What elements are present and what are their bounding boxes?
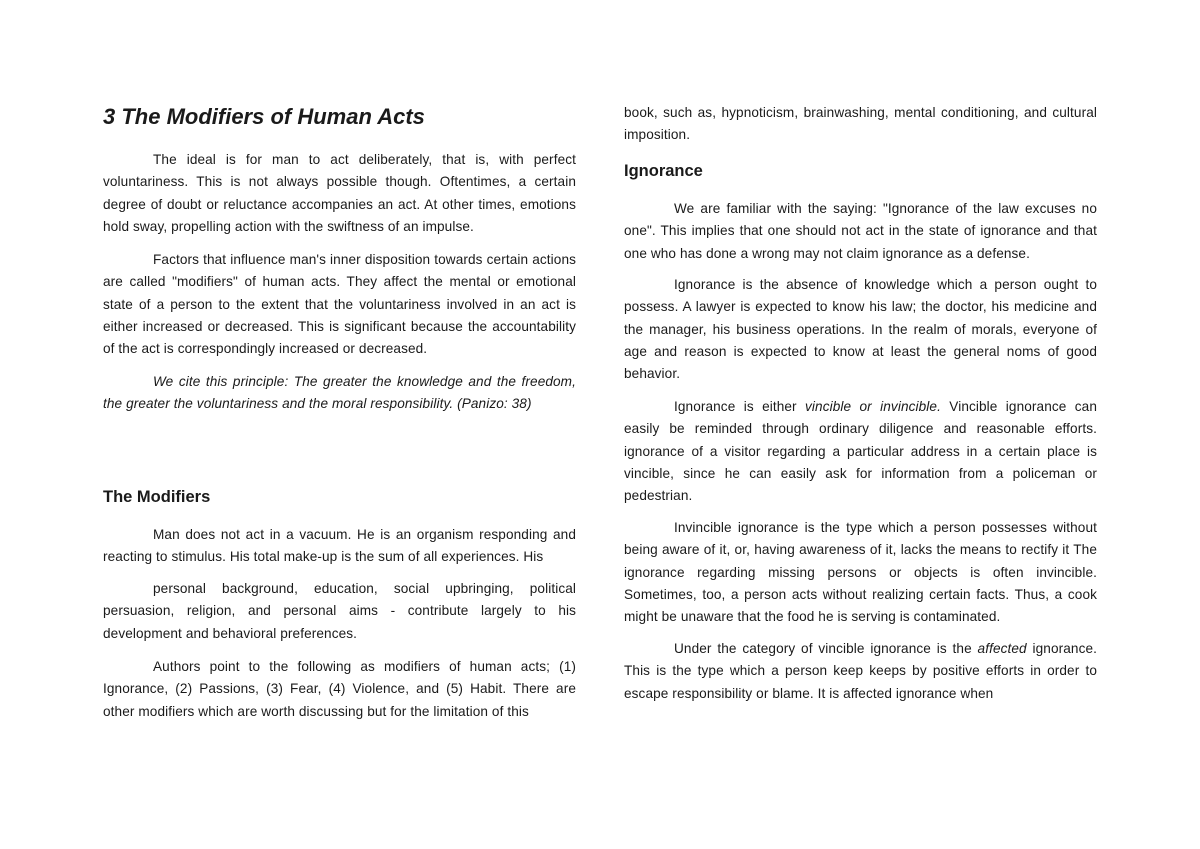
paragraph-vincible-italic: vincible or invincible.	[805, 399, 941, 414]
paragraph-saying: We are familiar with the saying: "Ignorance of the law excuses no one". This implies that one should not act in the state of ignorance and that one who has done a wrong may not claim ignorance as a defense.	[624, 201, 1097, 261]
paragraph-vacuum: Man does not act in a vacuum. He is an organism responding and reacting to stimulus. His total make-up is the sum of all experiences. His	[103, 527, 576, 565]
paragraph-continued: book, such as, hypnoticism, brainwashing, mental conditioning, and cultural imposition.	[624, 105, 1097, 143]
paragraph-invincible: Invincible ignorance is the type which a person possesses without being aware of it, or, having awareness of it, lacks the means to rectify it The ignorance regarding missing persons or objects is often invincible. Sometimes, too, a person acts without realizing certain facts. Thus, a cook might be unaware that the food he is serving is contaminated.	[624, 520, 1097, 625]
paragraph-vincible	[624, 396, 1097, 507]
paragraph-ideal: The ideal is for man to act deliberately, that is, with perfect voluntariness. This is not always possible though. Oftentimes, a certain degree of doubt or reluctance accompanies an act. At other times, emotions hold sway, propelling action with the swiftness of an impulse.	[103, 152, 576, 234]
paragraph-absence: Ignorance is the absence of knowledge which a person ought to possess. A lawyer is expected to know his law; the doctor, his medicine and the manager, his business operations. In the realm of morals, everyone of age and reason is expected to know at least the general noms of good behavior.	[624, 277, 1097, 382]
paragraph-affected	[624, 638, 1097, 705]
paragraph-affected-rest: ignorance. This is the type which a person keep keeps by positive efforts in order to escape responsibility or blame. It is affected ignorance when	[624, 641, 1097, 701]
paragraph-affected-start: Under the category of vincible ignorance is the	[674, 641, 978, 656]
paragraph-vincible-start: Ignorance is either	[674, 399, 806, 414]
heading-ignorance: Ignorance	[624, 162, 703, 180]
paragraph-principle-quote: We cite this principle: The greater the knowledge and the freedom, the greater the voluntariness and the moral responsibility. (Panizo: 38)	[103, 374, 576, 412]
paragraph-background: personal background, education, social upbringing, political persuasion, religion, and personal aims - contribute largely to his development and behavioral preferences.	[103, 581, 576, 641]
paragraph-affected-italic: affected	[977, 641, 1027, 656]
paragraph-authors: Authors point to the following as modifiers of human acts; (1) Ignorance, (2) Passions, (3) Fear, (4) Violence, and (5) Habit. There are other modifiers which are worth discussing but for the limitation of this	[103, 659, 576, 719]
paragraph-factors: Factors that influence man's inner disposition towards certain actions are called "modifiers" of human acts. They affect the mental or emotional state of a person to the extent that the voluntariness involved in an act is either increased or decreased. This is significant because the accountability of the act is correspondingly increased or decreased.	[103, 252, 576, 357]
paragraph-vincible-rest: Vincible ignorance can easily be reminded through ordinary diligence and reasonable efforts. ignorance of a visitor regarding a particular address in a certain place is vincible, since he can easily ask for information from a policeman or pedestrian.	[624, 399, 1097, 504]
heading-the-modifiers: The Modifiers	[103, 488, 211, 506]
page-title: 3 The Modifiers of Human Acts	[103, 104, 425, 129]
